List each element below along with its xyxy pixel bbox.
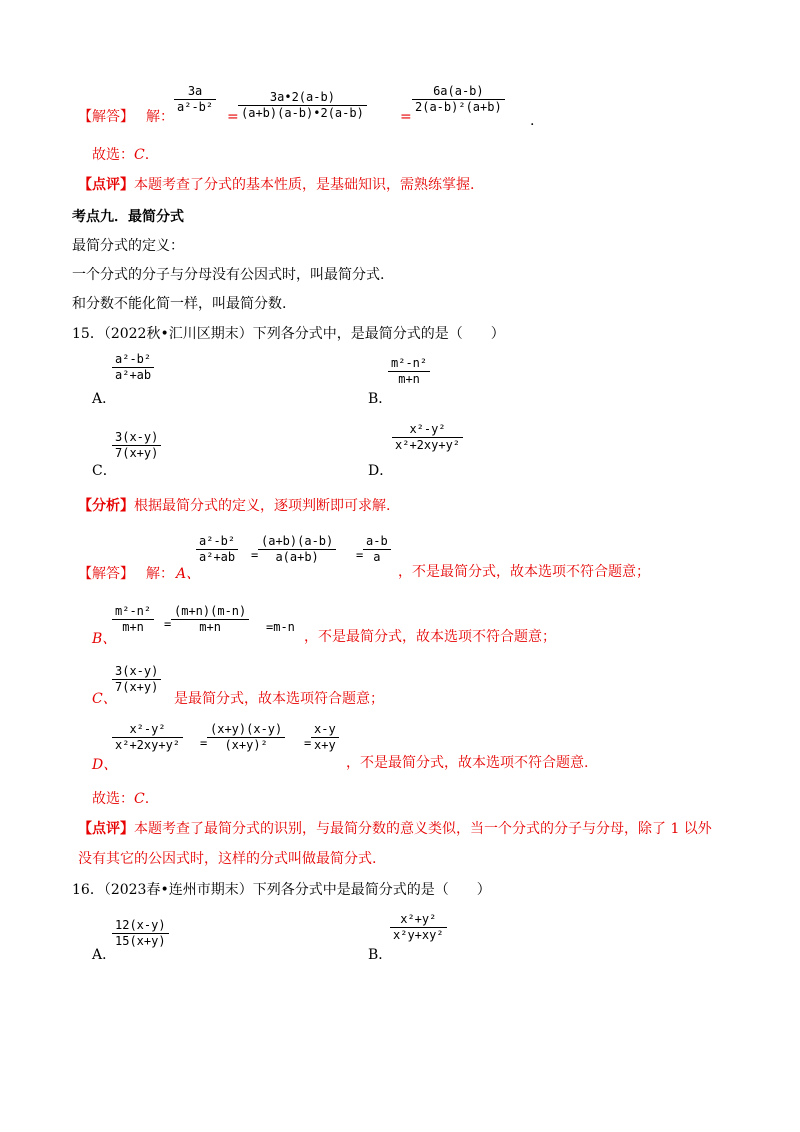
comment-line [78,820,712,838]
denominator: a(a+b) [275,550,319,564]
equals-sign: = [356,548,364,562]
option-a-fraction [112,918,169,949]
numerator: (x+y)(x-y) [210,722,283,736]
definition-title: 最简分式的定义： [72,238,184,254]
fraction [112,722,183,753]
fraction [258,534,336,565]
answer-word: 解： [146,109,174,125]
option-label-d: D． [368,463,394,479]
solution-text-a: ，不是最简分式，故本选项不符合题意； [398,564,650,580]
denominator: m+n [199,620,221,634]
equals-sign: = [304,736,312,750]
denominator: a [373,550,381,564]
denominator: a²+ab [115,368,152,382]
analysis-text: 根据最简分式的定义，逐项判断即可求解. [134,498,391,514]
comment-line [78,176,474,194]
numerator: (a+b)(a-b) [261,534,334,548]
fraction [311,722,339,753]
option-label-b: B． [368,947,393,963]
denominator: m+n [398,372,420,386]
equals-sign: = [164,617,172,631]
denominator: x+y [314,738,336,752]
comment-tag: 【点评】 [78,821,134,837]
fraction [174,84,216,115]
option-d-fraction [392,422,463,453]
answer-tag: 【解答】 [78,109,134,125]
denominator: (x+y)² [224,738,268,752]
numerator: a-b [366,534,388,548]
option-label-c: C． [92,463,117,479]
answer-tag: 【解答】 [78,566,134,582]
choice-label: 故选： [92,791,134,807]
option-label-b: B． [368,391,393,407]
denominator: x²y+xy² [393,928,444,942]
fraction [171,604,249,635]
solution-result-b: =m-n [266,620,295,634]
equals-sign: = [227,109,239,125]
solution-text-c: 是最简分式，故本选项符合题意； [174,691,384,707]
option-a-fraction [112,352,154,383]
period: . [530,113,535,129]
analysis-line [78,497,390,515]
numerator: 3a [187,84,203,98]
fraction [207,722,285,753]
choice-end: . [144,791,150,807]
denominator: 15(x+y) [115,934,166,948]
question-stem: 15．（2022秋•汇川区期末）下列各分式中，是最简分式的是（ ） [72,326,505,342]
comment-text: 没有其它的公因式时，这样的分式叫做最简分式. [78,851,377,867]
fraction [196,534,238,565]
comment-tag: 【点评】 [78,177,134,193]
choice-line [92,146,149,164]
option-c-fraction [112,430,161,461]
solution-label-c: C、 [92,691,117,707]
denominator: a²+ab [199,550,236,564]
solution-label-a: A、 [176,566,201,582]
option-label-a: A． [92,947,117,963]
fraction [412,84,505,115]
denominator: x²+2xy+y² [115,738,181,752]
denominator: 7(x+y) [115,680,159,694]
numerator: a²-b² [115,352,152,366]
fraction [112,604,154,635]
numerator: m²-n² [115,604,152,618]
denominator: (a+b)(a-b)•2(a-b) [241,106,364,120]
analysis-tag: 【分析】 [78,498,134,514]
section-heading: 考点九．最简分式 [72,209,184,225]
numerator: 12(x-y) [115,918,166,932]
solution-label-d: D、 [92,757,118,773]
equals-sign: = [251,548,259,562]
option-label-a: A． [92,391,117,407]
numerator: 3(x-y) [115,430,159,444]
fraction [238,90,367,121]
numerator: x²-y² [409,422,446,436]
equals-sign: = [400,109,412,125]
question-stem: 16．（2023春•连州市期末）下列各分式中是最简分式的是（ ） [72,882,491,898]
numerator: (m+n)(m-n) [174,604,247,618]
denominator: 2(a-b)²(a+b) [415,100,502,114]
answer-word: 解： [146,566,174,582]
definition-line: 一个分式的分子与分母没有公因式时，叫最简分式. [72,267,385,283]
choice-letter: C [134,147,145,163]
fraction [363,534,391,565]
option-b-fraction [390,912,447,943]
definition-line: 和分数不能化简一样，叫最简分数. [72,296,287,312]
solution-text-b: ，不是最简分式，故本选项不符合题意； [304,629,556,645]
numerator: x²+y² [400,912,437,926]
comment-text: 本题考查了分式的基本性质，是基础知识，需熟练掌握. [134,177,475,193]
denominator: 7(x+y) [115,446,159,460]
choice-end: . [144,147,150,163]
denominator: m+n [122,620,144,634]
numerator: 3(x-y) [115,664,159,678]
numerator: 3a•2(a-b) [269,90,335,104]
solution-text-d: ，不是最简分式，故本选项不符合题意. [346,755,589,771]
fraction [112,664,161,695]
choice-letter: C [134,791,145,807]
numerator: m²-n² [391,356,428,370]
numerator: x²-y² [129,722,166,736]
choice-line [92,790,149,808]
numerator: x-y [314,722,336,736]
equals-sign: = [200,736,208,750]
numerator: a²-b² [199,534,236,548]
numerator: 6a(a-b) [433,84,484,98]
option-b-fraction [388,356,430,387]
denominator: x²+2xy+y² [395,438,461,452]
solution-label-b: B、 [92,631,117,647]
choice-label: 故选： [92,147,134,163]
comment-text: 本题考查了最简分式的识别，与最简分数的意义类似，当一个分式的分子与分母，除了 1 以外 [134,821,712,837]
denominator: a²-b² [177,100,214,114]
